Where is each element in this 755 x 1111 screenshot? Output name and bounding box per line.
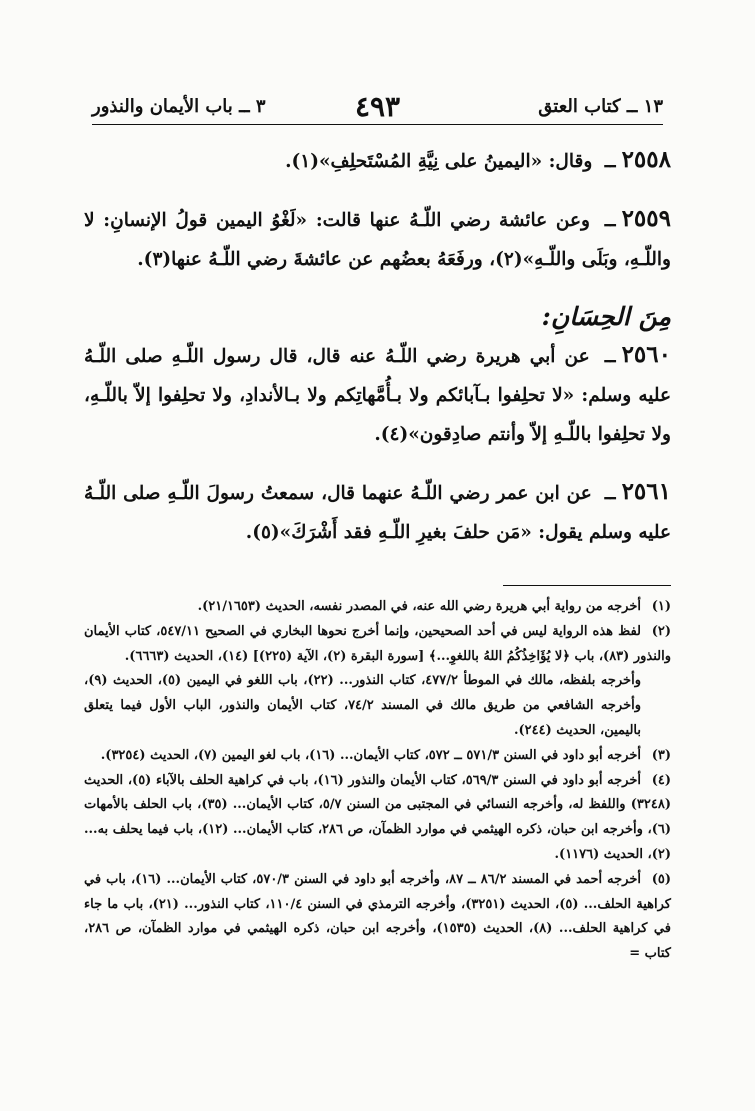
- hadith-2559: ٢٥٥٩ــ وعن عائشة رضي اللّـهُ عنها قالت: «لَغْوُ اليمين قولُ الإنسانِ: لا واللّـهِ، وبَلَى واللّـهِ»(٢)، ورفَعَهُ بعضُهم عن عائشةَ رضي اللّـهُ عنها(٣).: [84, 205, 671, 270]
- hadith-number: ٢٥٦١: [621, 478, 671, 505]
- footnote-number: (٣): [651, 747, 671, 763]
- footnote-2-continued: [84, 669, 671, 743]
- footnote-5: [84, 868, 671, 967]
- footnote-text: أخرجه أبو داود في السنن ٥٦٩/٣، كتاب الأيمان والنذور (١٦)، باب في كراهية الحلف بالآباء (٥)، الحديث (٣٢٤٨) واللفظ له، وأخرجه النسائي في المجتبى من السنن ٥/٧، كتاب الأيمان... (٣٥)، باب الحلف بالأمهات (٦)، وأخرجه ابن حبان، ذكره الهيثمي في موارد الظمآن، ص ٢٨٦، كتاب الأيمان... (١٢)، باب فيما يحلف به... (٢)، الحديث (١١٧٦).: [84, 772, 671, 862]
- main-text: [84, 140, 671, 552]
- footnote-text: وأخرجه بلفظه، مالك في الموطأ ٤٧٧/٢، كتاب النذور... (٢٢)، باب اللغو في اليمين (٥)، الحديث (٩)، وأخرجه الشافعي من طريق مالك في المسند ٧٤/٢، كتاب الأيمان والنذور، الباب الأول فيما يتعلق باليمين، الحديث (٢٤٤).: [84, 673, 641, 738]
- hadith-text: وقال: «اليمينُ على نِيَّةِ المُسْتَحلِفِ»(١).: [285, 151, 593, 172]
- footnote-3: [84, 744, 671, 769]
- footnote-1: [84, 595, 671, 620]
- footnote-number: (٤): [651, 772, 671, 788]
- hadith-text: وعن عائشة رضي اللّـهُ عنها قالت: «لَغْوُ اليمين قولُ الإنسانِ: لا واللّـهِ، وبَلَى واللّـهِ»(٢)، ورفَعَهُ بعضُهم عن عائشةَ رضي اللّـهُ عنها(٣).: [84, 210, 671, 270]
- footnote-text: أخرجه أحمد في المسند ٨٦/٢ ــ ٨٧، وأخرجه أبو داود في السنن ٥٧٠/٣، كتاب الأيمان... (١٦)، باب في كراهية الحلف... (٥)، الحديث (٣٢٥١)، وأخرجه الترمذي في السنن ١١٠/٤، كتاب النذور... (٢١)، باب ما جاء في كراهية الحلف... (٨)، الحديث (١٥٣٥)، وأخرجه ابن حبان، ذكره الهيثمي في موارد الظمآن، ص ٢٨٦، كتاب =: [84, 871, 671, 962]
- footnote-number: (٥): [651, 871, 671, 887]
- footnote-text: أخرجه أبو داود في السنن ٥٧١/٣ ــ ٥٧٢، كتاب الأيمان... (١٦)، باب لغو اليمين (٧)، الحديث (٣٢٥٤).: [100, 747, 641, 763]
- page-number: ٤٩٣: [354, 90, 401, 123]
- hadith-2560: ٢٥٦٠ــ عن أبي هريرة رضي اللّـهُ عنه قال، قال رسول اللّـهِ صلى اللّـهُ عليه وسلم: «لا تحلِفوا بـآبائكم ولا بـأُمَّهاتِكم ولا بـالأندادِ، ولا تحلِفوا إلاّ باللّـهِ، ولا تحلِفوا باللّـهِ إلاّ وأنتم صادِقون»(٤).: [84, 341, 671, 445]
- section-heading: مِنَ الحِسَانِ:: [541, 302, 671, 331]
- chapter-title-left: ٣ ــ باب الأيمان والنذور: [92, 96, 266, 117]
- footnotes: [84, 595, 671, 967]
- footnote-text: أخرجه من رواية أبي هريرة رضي الله عنه، في المصدر نفسه، الحديث (٢١/١٦٥٣).: [197, 599, 641, 614]
- hadith-2558: ٢٥٥٨ــ وقال: «اليمينُ على نِيَّةِ المُسْتَحلِفِ»(١).: [285, 146, 671, 173]
- hadith-2561: ٢٥٦١ــ عن ابن عمر رضي اللّـهُ عنهما قال، سمعتُ رسولَ اللّـهِ صلى اللّـهُ عليه وسلم يقول: «مَن حلفَ بغيرِ اللّـهِ فقد أَشْرَكَ»(٥).: [84, 478, 671, 543]
- footnote-separator: [503, 585, 671, 586]
- hadith-number: ٢٥٦٠: [621, 341, 671, 368]
- footnote-number: (١): [651, 599, 671, 614]
- running-header: [92, 90, 663, 125]
- hadith-number: ٢٥٥٨: [621, 146, 671, 173]
- hadith-text: عن أبي هريرة رضي اللّـهُ عنه قال، قال رسول اللّـهِ صلى اللّـهُ عليه وسلم: «لا تحلِفوا بـآبائكم ولا بـأُمَّهاتِكم ولا بـالأندادِ، ولا تحلِفوا إلاّ باللّـهِ، ولا تحلِفوا باللّـهِ إلاّ وأنتم صادِقون»(٤).: [84, 346, 671, 445]
- footnote-4: [84, 769, 671, 868]
- footnote-text: لفظ هذه الرواية ليس في أحد الصحيحين، وإنما أخرج نحوها البخاري في الصحيح ٥٤٧/١١، كتاب الأيمان والنذور (٨٣)، باب ﴿لا يُؤَاخِذُكُمُ اللهُ باللغوِ...﴾ [سورة البقرة (٢)، الآية (٢٢٥)] (١٤)، الحديث (٦٦٦٣).: [84, 623, 671, 664]
- hadith-number: ٢٥٥٩: [621, 205, 671, 232]
- hadith-text: عن ابن عمر رضي اللّـهُ عنهما قال، سمعتُ رسولَ اللّـهِ صلى اللّـهُ عليه وسلم يقول: «مَن حلفَ بغيرِ اللّـهِ فقد أَشْرَكَ»(٥).: [84, 483, 671, 543]
- footnote-2: [84, 620, 671, 670]
- footnote-number: (٢): [651, 623, 671, 639]
- chapter-title-right: ١٣ ــ كتاب العتق: [538, 96, 663, 117]
